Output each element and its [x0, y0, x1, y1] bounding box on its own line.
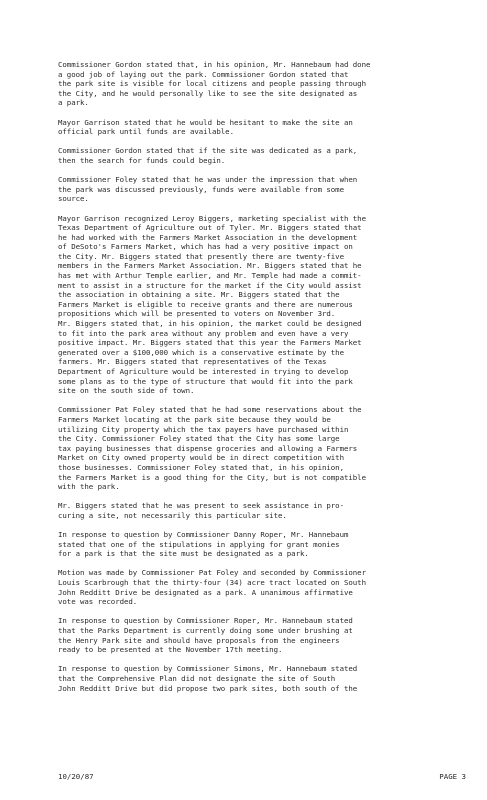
paragraph: Motion was made by Commissioner Pat Foley and seconded by Commissioner Louis Scarbrough that the thirty-four (34) acre tract located on South John Redditt Drive be designated as a park. A unanimous affirmative vote was recorded. [58, 568, 366, 607]
paragraph: Mayor Garrison recognized Leroy Biggers, marketing specialist with the Texas Department of Agriculture out of Tyler. Mr. Biggers stated that he had worked with the Farmers Market Association in the development of DeSoto's Farmers Market, which has had a very positive impact on the City. Mr. Biggers stated that presently there are twenty-five members in the Farmers Market Association. Mr. Biggers stated that he has met with Arthur Temple earlier, and Mr. Temple had made a commit- ment to assist in a structure for the market if the City would assist the association in obtaining a site. Mr. Biggers stated that the Farmers Market is eligible to receive grants and there are numerous propositions which will be presented to voters on November 3rd. Mr. Biggers stated that, in his opinion, the market could be designed to fit into the park area without any problem and even have a very positive impact. Mr. Biggers stated that this year the Farmers Market generated over a $100,000 which is a conservative estimate by the farmers. Mr. Biggers stated that representatives of the Texas Department of Agriculture would be interested in trying to develop some plans as to the type of structure that would fit into the park site on the south side of town. [58, 213, 366, 396]
paragraph: Commissioner Gordon stated that, in his opinion, Mr. Hannebaum had done a good job of laying out the park. Commissioner Gordon stated that the park site is visible for local citizens and people passing through the City, and he would personally like to see the site designated as a park. [58, 60, 371, 108]
paragraph: Mr. Biggers stated that he was present to seek assistance in pro- curing a site, not necessarily this particular site. [58, 501, 344, 520]
paragraph: Mayor Garrison stated that he would be hesitant to make the site an official park until funds are available. [58, 117, 353, 137]
minutes-body [58, 60, 466, 703]
paragraph: In response to question by Commissioner Danny Roper, Mr. Hannebaum stated that one of the stipulations in applying for grant monies for a park is that the site must be designated as a park. [58, 530, 349, 559]
paragraph: Commissioner Gordon stated that if the site was dedicated as a park, then the search for funds could begin. [58, 146, 358, 165]
paragraph: In response to question by Commissioner Roper, Mr. Hannebaum stated that the Parks Department is currently doing some under brushing at the Henry Park site and should have proposals from the engineers ready to be presented at the November 17th meeting. [58, 616, 353, 655]
paragraph: Commissioner Foley stated that he was under the impression that when the park was discussed previously, funds were available from some source. [58, 175, 358, 204]
footer-date: 10/20/87 [58, 772, 94, 781]
paragraph: In response to question by Commissioner Simons, Mr. Hannebaum stated that the Comprehensive Plan did not designate the site of South John Redditt Drive but did propose two park sites, both south of the [58, 664, 358, 693]
paragraph: Commissioner Pat Foley stated that he had some reservations about the Farmers Market locating at the park site because they would be utilizing City property which the tax payers have purchased within the City. Commissioner Foley stated that the City has some large tax paying businesses that dispense groceries and allowing a Farmers Market on City owned property would be in direct competition with those businesses. Commissioner Foley stated that, in his opinion, the Farmers Market is a good thing for the City, but is not compatible with the park. [58, 405, 366, 492]
footer-page-number: PAGE 3 [439, 772, 466, 781]
